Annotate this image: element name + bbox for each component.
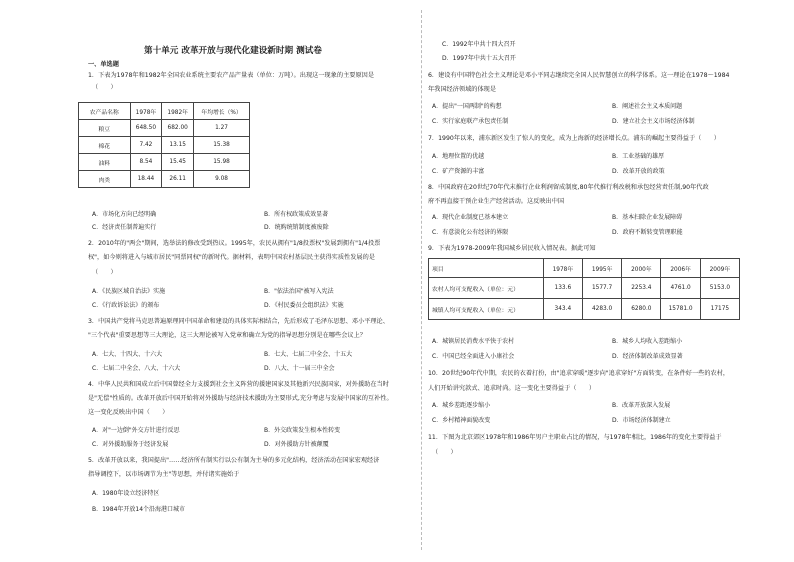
q4-option-d[interactable]: D．对外援助方针被颠覆 — [264, 441, 329, 448]
q5-option-a[interactable]: A．1980年设立经济特区 — [92, 490, 160, 497]
table-row — [79, 120, 250, 137]
q6-option-c[interactable]: C．实行家庭联产承包责任制 — [432, 118, 509, 125]
q2-text-3: （ ） — [92, 269, 117, 276]
q7-option-a[interactable]: A．地理位置的优越 — [432, 153, 485, 160]
table-cell: 4761.0 — [661, 278, 700, 299]
q1-text-2: （ ） — [92, 84, 117, 91]
q10-option-d[interactable]: D．市场经济体制建立 — [612, 417, 671, 424]
q9-table — [428, 258, 740, 320]
q9-option-d[interactable]: D．经济体制改革成效显著 — [612, 353, 683, 360]
q9-option-c[interactable]: C．中国已经全面进入小康社会 — [432, 353, 515, 360]
table-cell: 粮豆 — [79, 120, 131, 137]
table-cell: 城镇人均可支配收入（单位：元） — [429, 299, 544, 320]
q4-text-3: 这一变化反映出中国（ ） — [88, 409, 169, 416]
table-cell: 15781.0 — [661, 299, 700, 320]
q10-text-1: 10．20世纪90年代中期，农民的衣着打扮，由"追求穿暖"逐步向"追求穿好"方面转变，在条件好一些的农村， — [428, 370, 730, 377]
table-cell: 9.08 — [194, 171, 250, 188]
q6-text-1: 6．建设有中国特色社会主义理论是邓小平同志继续完全国人民智慧创立的科学体系。这一理论在1978～1984 — [428, 72, 730, 79]
q9-text-1: 9．下表为1978-2009年我国城乡居民收入情况表。据此可知 — [428, 245, 596, 252]
table-cell: 农产品名称 — [79, 103, 131, 120]
q7-option-b[interactable]: B．工业基础的雄厚 — [612, 153, 665, 160]
table-cell: 1978年 — [130, 103, 162, 120]
q1-table — [78, 102, 250, 188]
q4-text-2: 是"无偿"性质的。改革开放后中国开始将对外援助与经济技术援助为主要形式,充分考虑与发展中国家的互补性。 — [88, 395, 393, 402]
table-cell: 2009年 — [700, 259, 739, 278]
table-row — [79, 137, 250, 154]
table-cell: 1995年 — [582, 259, 621, 278]
q7-option-d[interactable]: D．改革开放的政策 — [612, 168, 665, 175]
q1-option-b[interactable]: B．所有权政策成效显著 — [264, 211, 329, 218]
q2-text-2: 权"，如今则将进入与城市居民"同票同权"的新时代。据材料，表明中国农村基层民主获得实质性发展的是 — [88, 254, 375, 261]
table-cell: 133.6 — [543, 278, 582, 299]
table-cell: 15.98 — [194, 154, 250, 171]
q6-option-a[interactable]: A．提出"一国两制"的构想 — [432, 103, 502, 110]
q2-option-a[interactable]: A．《民族区域自治法》实施 — [92, 288, 166, 295]
q3-text-1: 3．中国共产党将马克思普遍原理同中国革命和建设的具体实际相结合，先后形成了毛泽东思想、邓小平理论、 — [88, 318, 389, 325]
q1-option-a[interactable]: A．市场化方向已经明确 — [92, 211, 157, 218]
table-row — [79, 171, 250, 188]
table-cell: 7.42 — [130, 137, 162, 154]
table-row — [429, 278, 740, 299]
q2-option-c[interactable]: C．《行政诉讼法》的颁布 — [92, 302, 160, 309]
table-cell: 4283.0 — [582, 299, 621, 320]
q5-option-d[interactable]: D．1997年中共十五大召开 — [442, 55, 516, 62]
q5-text-2: 指导调控下，以市场调节为主"等思想，并付诸实施始于 — [88, 471, 240, 478]
table-header-row — [79, 103, 250, 120]
q5-text-1: 5．改革开放以来，我国提出"……经济所有制实行以公有制为主导的多元化结构，经济活动在国家宏观经济 — [88, 457, 380, 464]
q2-option-b[interactable]: B．"依法治国"被写入宪法 — [264, 288, 334, 295]
q1-option-d[interactable]: D．统购统销制度被废除 — [264, 224, 329, 231]
q1-text-1: 1．下表为1978年和1982年全国农业系统主要农产品产量表（单位：万吨）。出现这一现象的主要原因是 — [88, 72, 375, 79]
table-cell: 13.15 — [162, 137, 194, 154]
q10-option-b[interactable]: B．改革开放深入发展 — [612, 402, 671, 409]
table-cell: 648.50 — [130, 120, 162, 137]
table-cell: 15.38 — [194, 137, 250, 154]
q6-text-2: 年我国经济领域的体现是 — [428, 86, 497, 93]
q9-option-b[interactable]: B．城乡人均收入差距缩小 — [612, 338, 683, 345]
q9-option-a[interactable]: A．城镇居民消费水平快于农村 — [432, 338, 515, 345]
q8-text-2: 府不再直接干预企业生产经营活动。这反映出中国 — [428, 198, 565, 205]
q8-text-1: 8．中国政府在20世纪70年代末推行企业利润留成制度,80年代推行利改税和承包经营责任制,90年代政 — [428, 184, 709, 191]
q5-option-c[interactable]: C．1992年中共十四大召开 — [442, 41, 516, 48]
table-cell: 8.54 — [130, 154, 162, 171]
table-cell: 油料 — [79, 154, 131, 171]
q4-option-c[interactable]: C．对外援助服务于经济发展 — [92, 441, 169, 448]
q7-option-c[interactable]: C．矿产资源的丰富 — [432, 168, 485, 175]
q6-option-d[interactable]: D．建立社会主义市场经济体制 — [612, 118, 695, 125]
table-cell: 343.4 — [543, 299, 582, 320]
q8-option-a[interactable]: A．现代企业制度已基本建立 — [432, 214, 509, 221]
table-cell: 棉花 — [79, 137, 131, 154]
table-cell: 2253.4 — [622, 278, 661, 299]
table-cell: 2006年 — [661, 259, 700, 278]
q4-option-b[interactable]: B．外交政策发生根本性转变 — [264, 427, 341, 434]
q2-option-d[interactable]: D．《村民委员会组织法》实施 — [264, 302, 344, 309]
section-heading: 一、单选题 — [88, 61, 119, 68]
q8-option-c[interactable]: C．有意淡化公有经济的界限 — [432, 229, 509, 236]
q7-text-1: 7．1990年以来，浦东新区发生了惊人的变化，成为上海新的经济增长点。浦东的崛起主要得益于（ ） — [428, 135, 720, 142]
q3-option-c[interactable]: C．七届二中全会、八大、十六大 — [92, 365, 181, 372]
table-cell: 17175 — [700, 299, 739, 320]
q10-text-2: 人们开始讲究款式、追求时尚。这一变化主要得益于（ ） — [428, 385, 596, 392]
q3-option-d[interactable]: D．八大、十一届三中全会 — [264, 365, 335, 372]
q11-text-1: 11．下图为北京郊区1978年和1986年男户主职业占比的情况，与1978年相比，1986年的变化主要得益于 — [428, 434, 722, 441]
q5-option-b[interactable]: B．1984年开放14个沿海港口城市 — [92, 506, 186, 513]
table-cell: 肉类 — [79, 171, 131, 188]
table-cell: 1.27 — [194, 120, 250, 137]
q8-option-d[interactable]: D．政府不断转变管理职能 — [612, 229, 683, 236]
table-cell: 年均增长（%） — [194, 103, 250, 120]
q10-option-a[interactable]: A．城乡差距逐步缩小 — [432, 402, 491, 409]
q3-option-b[interactable]: B．七大、七届二中全会、十五大 — [264, 351, 353, 358]
q3-option-a[interactable]: A．七大、十四大、十六大 — [92, 351, 163, 358]
table-cell: 2000年 — [622, 259, 661, 278]
q6-option-b[interactable]: B．阐述社会主义本质问题 — [612, 103, 683, 110]
table-row — [79, 154, 250, 171]
table-cell: 5153.0 — [700, 278, 739, 299]
column-divider — [421, 10, 422, 550]
table-cell: 15.45 — [162, 154, 194, 171]
table-cell: 农村人均可支配收入（单位：元） — [429, 278, 544, 299]
q1-option-c[interactable]: C．经济责任制普遍实行 — [92, 224, 157, 231]
q3-text-2: "三个代表"重要思想等三大理论，这三大理论被写入党章和确立为党的指导思想分别是在哪些会议上？ — [88, 332, 366, 339]
q2-text-1: 2．2010年的"两会"期间，选举法的修改受到热议。1995年，农民从拥有"1/8投票权"发展到拥有"1/4投票 — [88, 240, 381, 247]
table-cell: 26.11 — [162, 171, 194, 188]
q4-text-1: 4．中华人民共和国成立后中国曾经全力支援到社会主义阵营的援建国家及其他新兴民族国家，对外援助在当时 — [88, 381, 389, 388]
table-header-row — [429, 259, 740, 278]
q10-option-c[interactable]: C．乡村精神面貌改变 — [432, 417, 491, 424]
table-cell: 682.00 — [162, 120, 194, 137]
table-cell: 1577.7 — [582, 278, 621, 299]
table-cell: 1978年 — [543, 259, 582, 278]
q8-option-b[interactable]: B．基本扫除企业发展障碍 — [612, 214, 683, 221]
q11-text-2: （ ） — [432, 449, 457, 456]
table-cell: 18.44 — [130, 171, 162, 188]
q4-option-a[interactable]: A．对"一边倒"外交方针进行反思 — [92, 427, 180, 434]
table-row — [429, 299, 740, 320]
table-cell: 6280.0 — [622, 299, 661, 320]
table-cell: 1982年 — [162, 103, 194, 120]
page-title: 第十单元 改革开放与现代化建设新时期 测试卷 — [144, 46, 322, 56]
table-cell: 项目 — [429, 259, 544, 278]
